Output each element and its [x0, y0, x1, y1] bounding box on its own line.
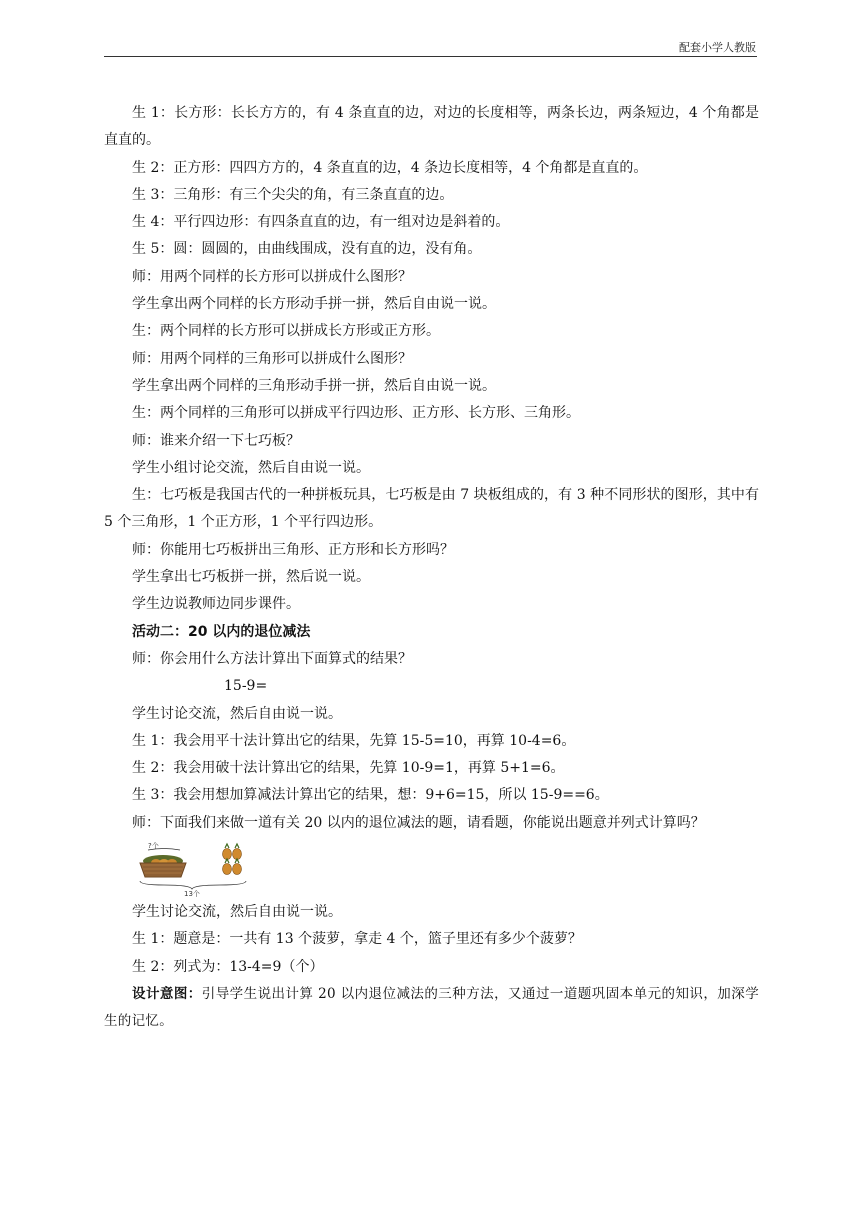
- design-intent: [104, 981, 759, 1036]
- paragraph: 学生讨论交流，然后自由说一说。: [132, 904, 342, 921]
- paragraph: 生 2：正方形：四四方方的，4 条直直的边，4 条边长度相等，4 个角都是直直的。: [132, 159, 648, 176]
- paragraph: 师：谁来介绍一下七巧板？: [132, 432, 300, 449]
- paragraph: 师：你能用七巧板拼出三角形、正方形和长方形吗？: [132, 541, 454, 558]
- paragraph: 师：用两个同样的长方形可以拼成什么图形？: [132, 268, 412, 285]
- equation: 15-9=: [224, 678, 268, 695]
- pineapple-icon: [233, 864, 242, 875]
- question-count-label: ?个: [148, 842, 159, 851]
- paragraph: 学生拿出两个同样的长方形动手拼一拼，然后自由说一说。: [132, 296, 496, 313]
- paragraph: 学生边说教师边同步课件。: [132, 596, 300, 613]
- paragraph: 师：用两个同样的三角形可以拼成什么图形？: [132, 350, 412, 367]
- header-rule: [104, 56, 757, 57]
- paragraph: 生 3：三角形：有三个尖尖的角，有三条直直的边。: [132, 186, 454, 203]
- paragraph: 生 1：长方形：长长方方的，有 4 条直直的边，对边的长度相等，两条长边，两条短边，4 个角都是直直的。: [104, 105, 759, 149]
- section-heading: 活动二：20 以内的退位减法: [132, 623, 311, 640]
- design-intent-text: 引导学生说出计算 20 以内退位减法的三种方法，又通过一道题巩固本单元的知识，加深学生的记忆。: [104, 985, 760, 1030]
- paragraph: 师：下面我们来做一道有关 20 以内的退位减法的题，请看题，你能说出题意并列式计算吗？: [132, 814, 705, 831]
- total-count-label: 13个: [184, 890, 200, 898]
- bottom-brace: [140, 881, 246, 889]
- paragraph: 学生讨论交流，然后自由说一说。: [132, 705, 342, 722]
- document-body: [104, 100, 759, 1036]
- pineapple-basket-figure: [134, 839, 254, 897]
- paragraph: 生：七巧板是我国古代的一种拼板玩具，七巧板是由 7 块板组成的，有 3 种不同形状的图形，其中有 5 个三角形，1 个正方形，1 个平行四边形。: [104, 487, 759, 531]
- paragraph: 师：你会用什么方法计算出下面算式的结果？: [132, 650, 412, 667]
- paragraph: 生 3：我会用想加算减法计算出它的结果，想：9+6=15，所以 15-9==6。: [132, 787, 609, 804]
- paragraph: 生：两个同样的长方形可以拼成长方形或正方形。: [132, 323, 440, 340]
- paragraph: 学生小组讨论交流，然后自由说一说。: [132, 459, 370, 476]
- design-intent-label: 设计意图：: [132, 985, 202, 1002]
- paragraph: 生 5：圆：圆圆的，由曲线围成，没有直的边，没有角。: [132, 241, 482, 258]
- pineapple-basket-illustration: [134, 837, 759, 899]
- paragraph: 生 2：我会用破十法计算出它的结果，先算 10-9=1，再算 5+1=6。: [132, 760, 565, 777]
- paragraph: 学生拿出两个同样的三角形动手拼一拼，然后自由说一说。: [132, 377, 496, 394]
- paragraph: 学生拿出七巧板拼一拼，然后说一说。: [132, 569, 370, 586]
- paragraph: 生 1：题意是：一共有 13 个菠萝，拿走 4 个，篮子里还有多少个菠萝？: [132, 931, 582, 948]
- pineapple-icon: [223, 864, 232, 875]
- paragraph: 生：两个同样的三角形可以拼成平行四边形、正方形、长方形、三角形。: [132, 405, 580, 422]
- paragraph: 生 2：列式为：13-4=9（个）: [132, 958, 324, 975]
- paragraph: 生 1：我会用平十法计算出它的结果，先算 15-5=10，再算 10-4=6。: [132, 732, 576, 749]
- paragraph: 生 4：平行四边形：有四条直直的边，有一组对边是斜着的。: [132, 214, 510, 231]
- page-header: 配套小学人教版: [679, 41, 756, 54]
